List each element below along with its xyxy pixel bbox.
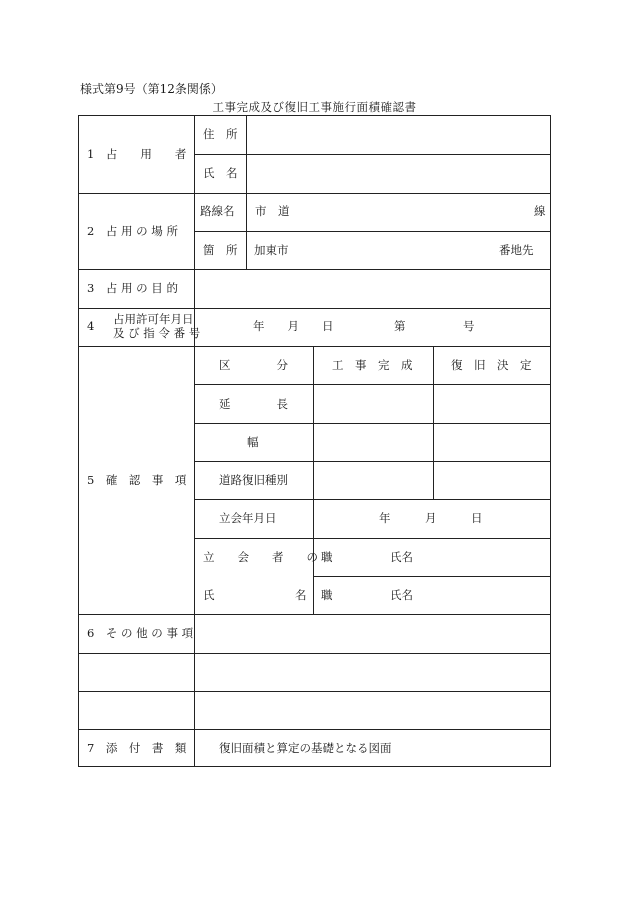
table-rule: [79, 346, 551, 347]
table-rule: [433, 346, 434, 499]
table-rule: [79, 653, 551, 654]
witness-name-label-2: 氏名: [390, 588, 413, 602]
table-rule: [194, 499, 551, 500]
table-rule: [313, 576, 551, 577]
witness-label-line1: 立 会 者 の: [203, 550, 318, 564]
confirmation-form-table: [78, 115, 551, 767]
column-restoration: 復 旧 決 定: [451, 358, 532, 372]
table-rule: [79, 729, 551, 730]
address-label: 住 所: [203, 127, 238, 141]
permit-label-line2: 及 び 指 令 番 号: [113, 326, 201, 340]
form-number: 様式第9号（第12条関係）: [80, 82, 223, 96]
route-suffix: 線: [534, 204, 546, 218]
table-rule: [246, 116, 247, 269]
place-city: 加東市: [254, 243, 289, 257]
row-width: 幅: [247, 435, 259, 449]
table-rule: [194, 461, 551, 462]
witness-post-label-1: 職: [321, 550, 333, 564]
column-completion: 工 事 完 成: [332, 358, 413, 372]
attachments-value: 復旧面積と算定の基礎となる図面: [219, 741, 392, 755]
lot-suffix: 番地先: [499, 243, 534, 257]
name-label: 氏 名: [203, 166, 238, 180]
place-label: 箇 所: [203, 243, 238, 257]
table-rule: [194, 384, 551, 385]
row-restoration-type: 道路復旧種別: [219, 473, 288, 487]
table-rule: [79, 691, 551, 692]
table-rule: [79, 614, 551, 615]
location-label: 2 占 用 の 場 所: [87, 224, 178, 238]
witness-name-label-1: 氏名: [390, 550, 413, 564]
purpose-label: 3 占 用 の 目 的: [87, 281, 178, 295]
table-rule: [79, 308, 551, 309]
table-rule: [194, 538, 551, 539]
attachments-label: 7 添 付 書 類: [87, 741, 187, 755]
witness-label-line2: 氏 名: [203, 588, 307, 602]
other-matters-label: 6 そ の 他 の 事 項: [87, 626, 194, 640]
occupant-label: 1 占 用 者: [87, 147, 187, 161]
route-prefix: 市 道: [255, 204, 290, 218]
table-rule: [194, 154, 551, 155]
row-length: 延 長: [219, 397, 288, 411]
permit-number: 4: [87, 319, 95, 333]
table-rule: [194, 231, 551, 232]
table-rule: [194, 423, 551, 424]
permit-number-template: 第 号: [394, 319, 475, 333]
witness-post-label-2: 職: [321, 588, 333, 602]
confirmation-label: 5 確 認 事 項: [87, 473, 187, 487]
permit-label-line1: 占用許可年月日: [113, 312, 194, 326]
column-category: 区 分: [219, 358, 288, 372]
permit-date-template: 年 月 日: [253, 319, 334, 333]
witness-date-template: 年 月 日: [379, 511, 483, 525]
row-witness-date: 立会年月日: [219, 511, 277, 525]
table-rule: [79, 269, 551, 270]
label-column-divider: [194, 116, 195, 767]
table-rule: [79, 193, 551, 194]
document-title: 工事完成及び復旧工事施行面積確認書: [212, 100, 417, 114]
route-label: 路線名: [200, 204, 235, 218]
table-rule: [313, 346, 314, 614]
